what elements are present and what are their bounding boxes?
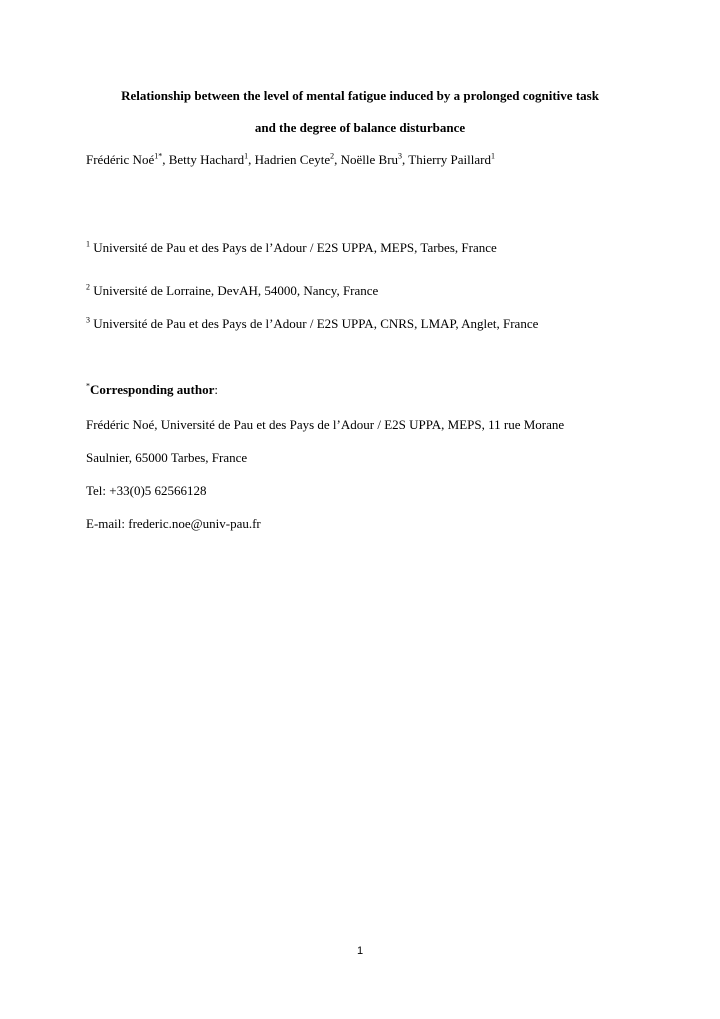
author-name: Hadrien Ceyte bbox=[254, 152, 331, 167]
author-list bbox=[86, 152, 495, 168]
corresponding-heading-text: Corresponding author bbox=[90, 382, 215, 397]
author-name: Frédéric Noé bbox=[86, 152, 155, 167]
affiliation-marker: 1 bbox=[86, 239, 90, 249]
affiliation-text: Université de Pau et des Pays de l’Adour / E2S UPPA, CNRS, LMAP, Anglet, France bbox=[90, 316, 539, 331]
corresponding-address-line-1: Frédéric Noé, Université de Pau et des Pays de l’Adour / E2S UPPA, MEPS, 11 rue Morane bbox=[86, 417, 565, 432]
corresponding-marker: * bbox=[86, 381, 90, 391]
author-separator: , bbox=[334, 152, 341, 167]
corresponding-colon: : bbox=[214, 382, 218, 397]
author-name: Thierry Paillard bbox=[408, 152, 491, 167]
affiliation-marker: 3 bbox=[86, 315, 90, 325]
affiliation-text: Université de Pau et des Pays de l’Adour / E2S UPPA, MEPS, Tarbes, France bbox=[90, 240, 497, 255]
author-name: Betty Hachard bbox=[168, 152, 245, 167]
corresponding-email: E-mail: frederic.noe@univ-pau.fr bbox=[86, 516, 261, 531]
author-separator: , bbox=[162, 152, 169, 167]
author-affiliation-marker: 1 bbox=[244, 151, 249, 161]
affiliation-1 bbox=[86, 240, 497, 256]
corresponding-author-heading bbox=[86, 382, 218, 398]
affiliation-text: Université de Lorraine, DevAH, 54000, Nancy, France bbox=[90, 283, 379, 298]
corresponding-telephone: Tel: +33(0)5 62566128 bbox=[86, 483, 207, 498]
page-number: 1 bbox=[356, 945, 364, 957]
author-affiliation-marker: 2 bbox=[330, 151, 335, 161]
author-affiliation-marker: 1 bbox=[490, 151, 495, 161]
corresponding-address-line-2: Saulnier, 65000 Tarbes, France bbox=[86, 450, 248, 465]
paper-title-line-2: and the degree of balance disturbance bbox=[254, 120, 466, 135]
author-name: Noëlle Bru bbox=[340, 152, 399, 167]
affiliation-marker: 2 bbox=[86, 282, 90, 292]
affiliation-2 bbox=[86, 283, 378, 299]
paper-title-line-1: Relationship between the level of mental fatigue induced by a prolonged cognitive task bbox=[121, 88, 599, 103]
author-separator: , bbox=[248, 152, 255, 167]
affiliation-3 bbox=[86, 316, 538, 332]
author-affiliation-marker: 1* bbox=[154, 151, 163, 161]
author-separator: , bbox=[402, 152, 409, 167]
author-affiliation-marker: 3 bbox=[398, 151, 403, 161]
